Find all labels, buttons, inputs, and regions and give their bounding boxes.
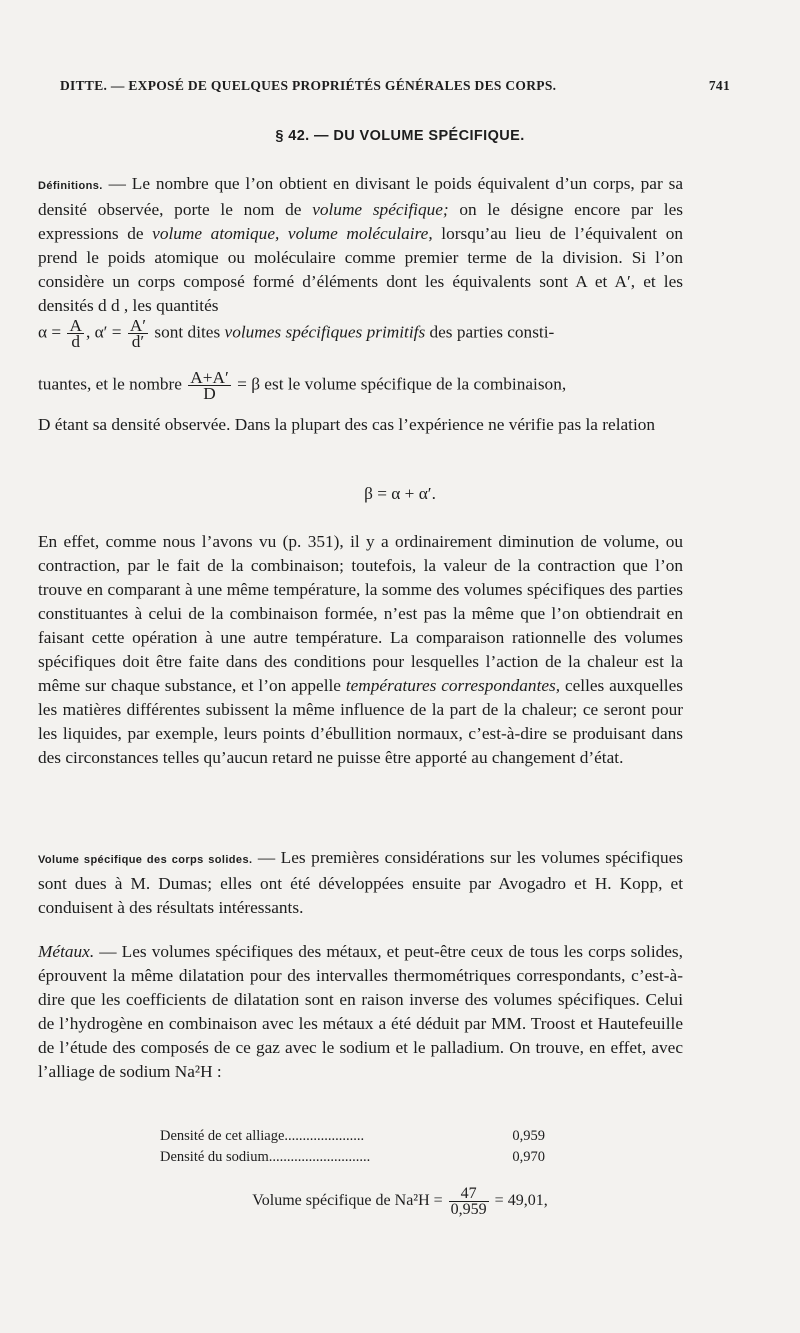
term-volumes-primitifs: volumes spécifiques primitifs <box>224 322 426 342</box>
solides-text: — Les premières considérations sur les volumes spécifiques sont dues à M. Dumas; elles ont été développées ensuite par Avogadro et H. Kopp, et conduisent à des résultats intéressants. <box>38 848 684 917</box>
volume-formula <box>0 1186 800 1217</box>
separator: , <box>85 322 91 342</box>
fraction-aprime-over-dprime <box>128 318 148 349</box>
contraction-text-1: En effet, comme nous l’avons vu (p. 351), il y a ordinairement diminution de volume, ou contraction, par le fait de la combinaison; toutefois, la valeur de la contraction que l’on trouve en comparant à une même température, la somme des volumes spécifiques des parties constituantes à celui de la combinaison formée, n’est pas la même que l’on obtiendrait en faisant cette opération à une autre température. La comparaison rationnelle des volumes spécifiques doit être faite dans des conditions pour lesquelles l’action de la chaleur est la même sur chaque substance, et l’on appelle <box>38 532 683 695</box>
volume-formula-text-2: = 49,01, <box>494 1192 548 1210</box>
table-row-label: Densité de cet alliage...................... <box>160 1128 365 1144</box>
term-volume-specifique: volume spécifique; <box>312 200 449 219</box>
formula1-text-2: des parties consti- <box>429 322 555 342</box>
definitions-text-3: lorsqu’au lieu de l’équivalent on prend le poids atomique ou moléculaire comme premier terme de la division. Si l’on considère un corps composé formé d’éléments dont les équivalents sont A et A′, et les densités d d , les quantités <box>38 224 683 315</box>
definitions-lead: Définitions. <box>38 180 103 192</box>
paragraph-contraction <box>38 530 683 770</box>
numerator-a-prime: A′ <box>129 316 147 335</box>
table-row <box>160 1149 545 1166</box>
numerator-47: 47 <box>449 1186 489 1202</box>
definitions-paragraph <box>38 172 683 318</box>
term-volume-atomique: volume atomique, volume moléculaire, <box>152 224 433 243</box>
table-row-label: Densité du sodium............................ <box>160 1149 371 1165</box>
page-number: 741 <box>708 78 730 93</box>
metaux-lead: Métaux. <box>38 942 95 961</box>
section-title: § 42. — DU VOLUME SPÉCIFIQUE. <box>275 128 525 144</box>
formula-primitive-volumes <box>38 318 683 349</box>
running-header <box>60 78 730 94</box>
metaux-text: — Les volumes spécifiques des métaux, et peut-être ceux de tous les corps solides, éprouvent la même dilatation pour des intervalles thermométriques correspondants, c’est-à-dire que les coefficients de dilatation sont en raison inverse des volumes spécifiques. Celui de l’hydrogène en combinaison avec les métaux a été déduit par MM. Troost et Hautefeuille de l’étude des composés de ce gaz avec le sodium et le palladium. On trouve, en effet, avec l’alliage de sodium Na²H : <box>38 942 683 1081</box>
relation-formula: β = α + α′. <box>364 484 436 503</box>
formula-combination-volume <box>38 370 683 401</box>
denominator-D: D <box>203 384 216 403</box>
table-row <box>160 1128 545 1145</box>
fraction-a-over-d <box>67 318 83 349</box>
contraction-text-2: celles auxquelles les matières différentes subissent la même influence de la part de la chaleur; ce seront pour les liquides, par exemple, leurs points d’ébullition normaux, c’est-à-dire se produisant dans des circonstances telles qu’aucun retard ne puisse être apporté au changement d’état. <box>38 676 684 767</box>
fraction-47-over-0959 <box>449 1186 489 1217</box>
table-row-value: 0,970 <box>512 1149 545 1165</box>
paragraph-density: D étant sa densité observée. Dans la plupart des cas l’expérience ne vérifie pas la relation <box>38 415 656 434</box>
alpha-symbol: α = <box>38 322 62 342</box>
denominator-d: d <box>71 332 81 351</box>
volume-formula-text-1: Volume spécifique de Na²H = <box>252 1192 443 1210</box>
formula2-text-1: tuantes, et le nombre <box>38 374 182 394</box>
formula2-text-2: = β est le volume spécifique de la combinaison, <box>237 374 567 394</box>
denominator-d-prime: d′ <box>131 332 145 351</box>
fraction-sum-over-D <box>188 370 231 401</box>
definitions-text-2: on le désigne encore par les expressions de <box>38 200 683 243</box>
running-title: DITTE. — EXPOSÉ DE QUELQUES PROPRIÉTÉS GÉNÉRALES DES CORPS. <box>60 78 557 93</box>
paragraph-solides <box>38 846 683 920</box>
denominator-0959: 0,959 <box>450 1201 487 1218</box>
numerator-a: A <box>69 316 82 335</box>
formula1-text: sont dites <box>154 322 221 342</box>
paragraph-metaux <box>38 940 683 1084</box>
table-row-value: 0,959 <box>512 1128 545 1144</box>
definitions-text-1: — Le nombre que l’on obtient en divisant le poids équivalent d’un corps, par sa densité observée, porte le nom de <box>38 174 683 219</box>
term-temperatures-correspondantes: températures correspondantes, <box>345 676 561 695</box>
alpha-prime-symbol: α′ = <box>94 322 122 342</box>
solides-lead: Volume spécifique des corps solides. <box>38 854 253 866</box>
numerator-sum: A+A′ <box>190 368 229 387</box>
